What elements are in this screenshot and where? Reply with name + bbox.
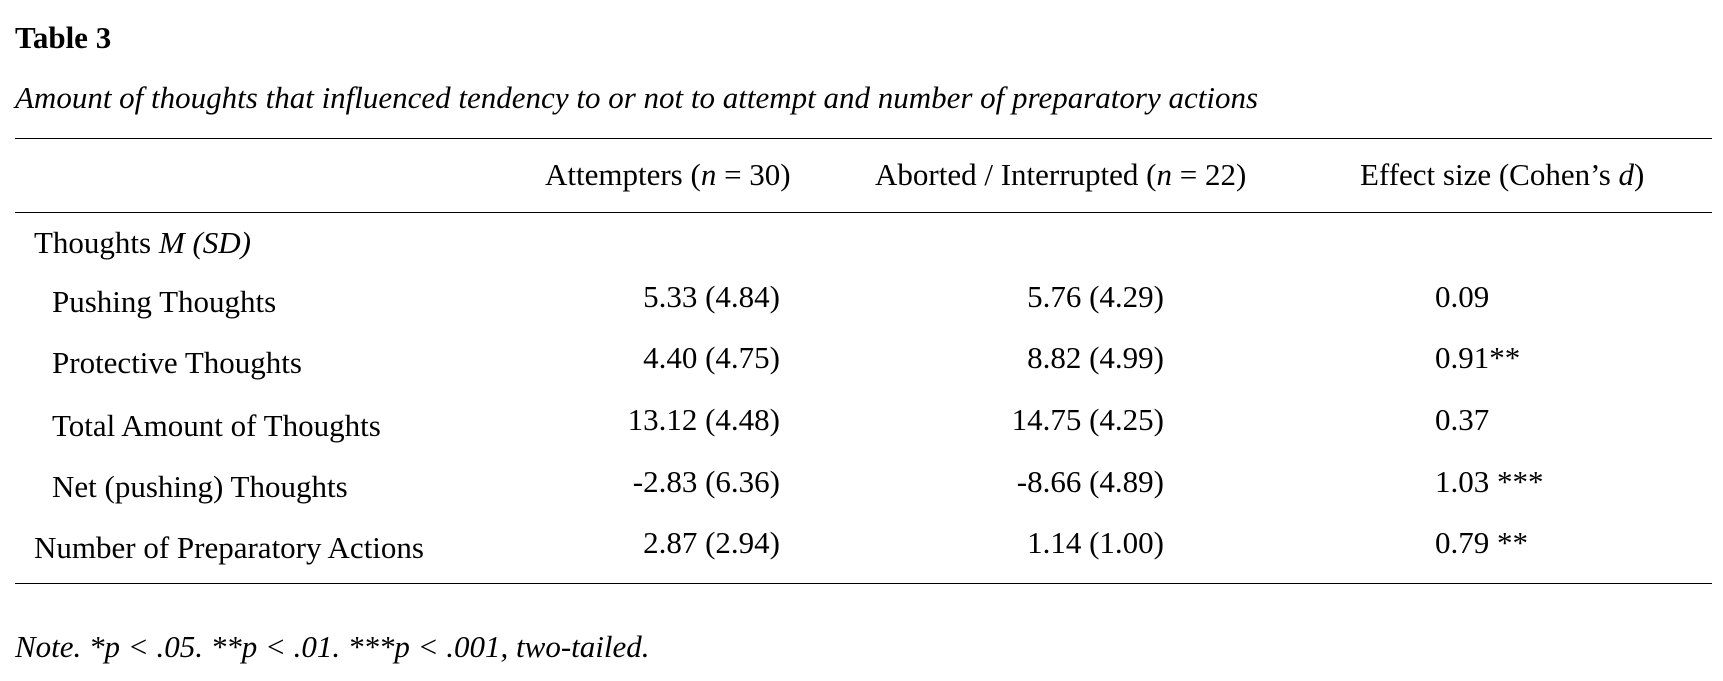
cell-effect-size: 1.03 *** (1435, 464, 1544, 499)
header-text-pre: Aborted / Interrupted ( (875, 157, 1157, 192)
cell-aborted: 5.76 (4.29) (1027, 279, 1164, 314)
column-header-aborted (875, 155, 1246, 195)
row-label-total-amount-of-thoughts: Total Amount of Thoughts (52, 408, 381, 443)
cell-attempters: 5.33 (4.84) (643, 279, 780, 314)
header-text-italic: n (700, 157, 717, 192)
header-text-pre: Attempters ( (545, 157, 701, 192)
header-text-post: ) (1634, 157, 1645, 192)
row-label-protective-thoughts: Protective Thoughts (52, 345, 302, 380)
cell-attempters: 13.12 (4.48) (627, 402, 780, 437)
column-header-effect-size (1360, 155, 1644, 195)
cell-aborted: 8.82 (4.99) (1027, 340, 1164, 375)
cell-effect-size: 0.79 ** (1435, 525, 1528, 560)
row-label-net-pushing-thoughts: Net (pushing) Thoughts (52, 469, 348, 504)
table-label: Table 3 (15, 20, 112, 55)
header-text-italic: d (1618, 157, 1635, 192)
cell-aborted: 14.75 (4.25) (1011, 402, 1164, 437)
section-text-italic: M (SD) (158, 225, 251, 260)
section-text: Thoughts (34, 225, 159, 260)
cell-attempters: -2.83 (6.36) (632, 464, 780, 499)
top-rule (15, 138, 1712, 139)
cell-effect-size: 0.91** (1435, 340, 1521, 375)
cell-aborted: 1.14 (1.00) (1027, 525, 1164, 560)
section-label-thoughts (34, 223, 251, 263)
header-text-post: = 30) (716, 157, 791, 192)
header-text-italic: n (1156, 157, 1172, 192)
header-text-post: = 22) (1171, 157, 1247, 192)
table-note: Note. *p < .05. **p < .01. ***p < .001, two-tailed. (15, 629, 650, 664)
header-text-pre: Effect size (Cohen’s (1360, 157, 1619, 192)
cell-effect-size: 0.37 (1435, 402, 1490, 437)
cell-attempters: 4.40 (4.75) (643, 340, 780, 375)
cell-attempters: 2.87 (2.94) (643, 525, 780, 560)
header-rule (15, 212, 1712, 213)
cell-effect-size: 0.09 (1435, 279, 1490, 314)
row-label-pushing-thoughts: Pushing Thoughts (52, 284, 277, 319)
table-caption: Amount of thoughts that influenced tendency to or not to attempt and number of preparatory actions (15, 80, 1259, 115)
column-header-attempters (545, 155, 791, 195)
cell-aborted: -8.66 (4.89) (1016, 464, 1164, 499)
row-label-number-of-preparatory-actions: Number of Preparatory Actions (34, 530, 424, 565)
bottom-rule (15, 583, 1712, 584)
